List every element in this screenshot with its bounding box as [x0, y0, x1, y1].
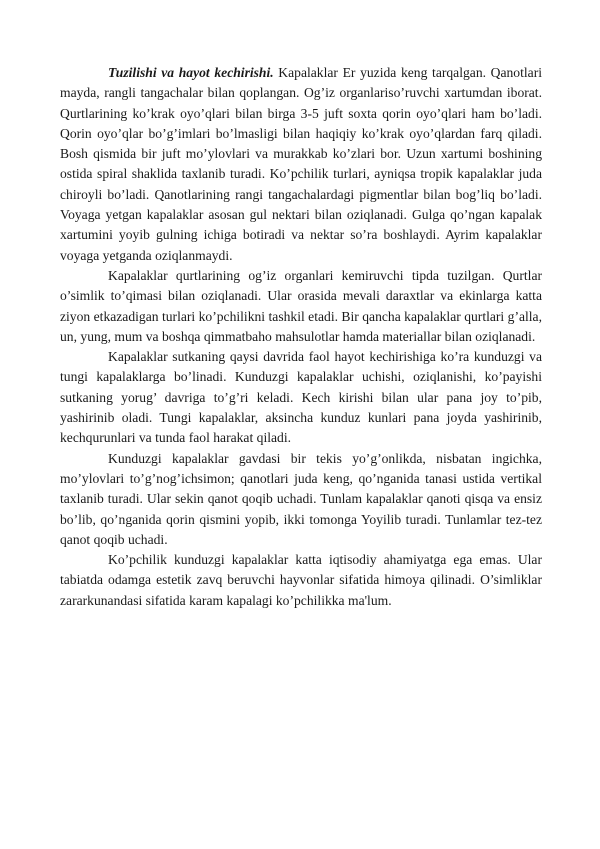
paragraph-text: Kapalaklar Er yuzida keng tarqalgan. Qanotlari mayda, rangli tangachalar bilan qoplangan. Og’iz organlariso’ruvchi xartumdan iborat. Qurtlarining ko’krak oyo’qlari bilan birga 3-5 juft soxta qorin oyo’qlari ham bo’ladi. Qorin oyo’qlar bo’g’imlari bo’lmasligi bilan haqiqiy ko’krak oyo’qlardan farq qiladi. Bosh qismida bir juft mo’ylovlari va murakkab ko’zlari bor. Uzun xartumi boshining ostida spiral shaklida taxlanib turadi. Ko’pchilik turlari, ayniqsa tropik kapalaklar juda chiroyli bo’ladi. Qanotlarining rangi tangachalardagi pigmentlar bilan bog’liq bo’ladi. Voyaga yetgan kapalaklar asosan gul nektari bilan oziqlanadi. Gulga qo’ngan kapalak xartumini yoyib gulning ichiga botiradi va nektar so’ra boshlaydi. Ayrim kapalaklar voyaga yetganda oziqlanmaydi.: [60, 65, 542, 263]
paragraph-larvae: Kapalaklar qurtlarining og’iz organlari kemiruvchi tipda tuzilgan. Qurtlar o’simlik to’qimasi bilan oziqlanadi. Ular orasida mevali daraxtlar va ekinlarga katta ziyon etkazadigan turlari ko’pchilikni tashkil etadi. Bir qancha kapalaklar qurtlari g’alla, un, yung, mum va boshqa qimmatbaho mahsulotlar hamda materiallar bilan oziqlanadi.: [60, 267, 542, 344]
paragraph-activity: Kapalaklar sutkaning qaysi davrida faol hayot kechirishiga ko’ra kunduzgi va tungi kapalaklarga bo’linadi. Kunduzgi kapalaklar uchishi, oziqlanishi, ko’payishi sutkaning yorug’ davriga to’g’ri keladi. Kech kirishi bilan ular pana joy to’pib, yashirinib oladi. Tungi kapalaklar, aksincha kunduz kunlari pana joyda yashirinib, kechqurunlari va tunda faol harakat qiladi.: [60, 349, 542, 446]
section-heading: Tuzilishi va hayot kechirishi.: [108, 65, 274, 80]
paragraph-comparison: Kunduzgi kapalaklar gavdasi bir tekis yo’g’onlikda, nisbatan ingichka, mo’ylovlari to’g’nog’ichsimon; qanotlari juda keng, qo’nganida tanasi ustida vertikal taxlanib turadi. Ular sekin qanot qoqib uchadi. Tunlam kapalaklar qanoti qisqa va ensiz bo’lib, qo’nganida qorin qismini yopib, ikki tomonga Yoyilib turadi. Tunlamlar tez-tez qanot qoqib uchadi.: [60, 450, 542, 547]
document-page: [60, 63, 542, 611]
paragraph-structure: [60, 63, 542, 266]
paragraph-importance: Ko’pchilik kunduzgi kapalaklar katta iqtisodiy ahamiyatga ega emas. Ular tabiatda odamga estetik zavq beruvchi hayvonlar sifatida himoya qilinadi. O’simliklar zararkunandasi sifatida karam kapalagi ko’pchilikka ma'lum.: [60, 552, 542, 608]
